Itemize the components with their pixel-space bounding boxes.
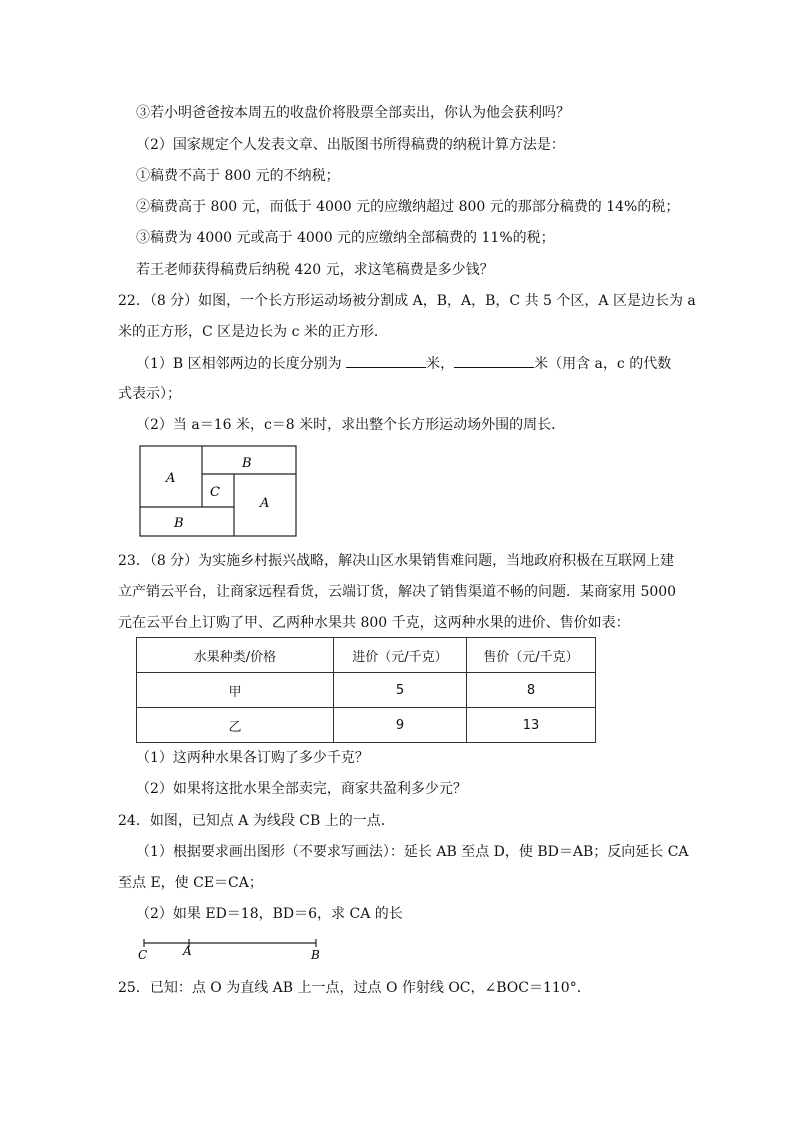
q23-part2: （2）如果将这批水果全部卖完，商家共盈利多少元？ xyxy=(136,781,467,797)
point-b-label: B xyxy=(311,948,320,962)
region-c-label: C xyxy=(210,485,220,500)
q22-title: 22．（8 分）如图，一个长方形运动场被分割成 A，B，A，B，C 共 5 个区，A 区是边长为 a xyxy=(118,293,696,309)
q24-part1: （1）根据要求画出图形（不要求写画法）：延长 AB 至点 D，使 BD＝AB；反向延长 CA xyxy=(136,844,689,860)
answer-blank-1[interactable] xyxy=(346,353,426,368)
q22-part1-suffix: 米（用含 a，c 的代数 xyxy=(534,356,672,372)
q23-part1: （1）这两种水果各订购了多少千克？ xyxy=(136,750,369,766)
q21-rule3: ③稿费为 4000 元或高于 4000 元的应缴纳全部稿费的 11%的税； xyxy=(136,230,555,246)
table-cell: 8 xyxy=(467,673,596,708)
table-header-row xyxy=(137,638,596,673)
table-row xyxy=(137,673,596,708)
q24-line3: 至点 E，使 CE＝CA； xyxy=(118,875,263,891)
q23-title: 23．（8 分）为实施乡村振兴战略，解决山区水果销售难问题，当地政府积极在互联网上建 xyxy=(118,553,675,569)
table-header: 售价（元/千克） xyxy=(467,638,596,673)
q21-question: 若王老师获得稿费后纳税 420 元，求这笔稿费是多少钱？ xyxy=(136,262,494,278)
region-b-label: B xyxy=(242,456,252,471)
table-cell: 5 xyxy=(334,673,467,708)
table-row xyxy=(137,708,596,743)
table-header: 进价（元/千克） xyxy=(334,638,467,673)
table-header: 水果种类/价格 xyxy=(137,638,334,673)
q22-part1-mid: 米， xyxy=(426,356,455,372)
table-cell: 乙 xyxy=(137,708,334,743)
region-a-label-2: A xyxy=(260,496,270,511)
q25-title: 25．已知：点 O 为直线 AB 上一点，过点 O 作射线 OC，∠BOC＝110°． xyxy=(118,980,591,996)
q24-part2: （2）如果 ED＝18，BD＝6，求 CA 的长 xyxy=(136,906,403,922)
q21-rule2: ②稿费高于 800 元，而低于 4000 元的应缴纳超过 800 元的那部分稿费的 14%的税； xyxy=(136,199,680,215)
q22-line2: 米的正方形，C 区是边长为 c 米的正方形． xyxy=(118,324,388,340)
point-c-label: C xyxy=(138,948,148,962)
q22-part1-prefix: （1）B 区相邻两边的长度分别为 xyxy=(136,356,347,372)
region-a-label: A xyxy=(166,471,176,486)
point-a-label: A xyxy=(183,944,192,958)
table-cell: 13 xyxy=(467,708,596,743)
segment-figure xyxy=(136,934,326,964)
q21-part2-text: （2）国家规定个人发表文章、出版图书所得稿费的纳税计算方法是： xyxy=(136,137,565,153)
q22-line4: 式表示）； xyxy=(118,386,181,402)
q21-sub3-text: ③若小明爸爸按本周五的收盘价将股票全部卖出，你认为他会获利吗？ xyxy=(136,105,570,121)
table-cell: 甲 xyxy=(137,673,334,708)
q23-line3: 元在云平台上订购了甲、乙两种水果共 800 千克，这两种水果的进价、售价如表： xyxy=(118,615,630,631)
region-b-label-2: B xyxy=(174,516,184,531)
q23-line2: 立产销云平台，让商家远程看货，云端订货，解决了销售渠道不畅的问题．某商家用 5000 xyxy=(118,584,677,600)
table-cell: 9 xyxy=(334,708,467,743)
answer-blank-2[interactable] xyxy=(454,353,534,368)
q22-part2: （2）当 a＝16 米，c＝8 米时，求出整个长方形运动场外围的周长． xyxy=(136,417,566,433)
q22-part1 xyxy=(136,353,671,374)
q21-rule1: ①稿费不高于 800 元的不纳税； xyxy=(136,168,340,184)
q24-title: 24．如图，已知点 A 为线段 CB 上的一点． xyxy=(118,813,395,829)
field-partition-figure xyxy=(138,445,300,539)
fruit-price-table xyxy=(136,637,596,743)
